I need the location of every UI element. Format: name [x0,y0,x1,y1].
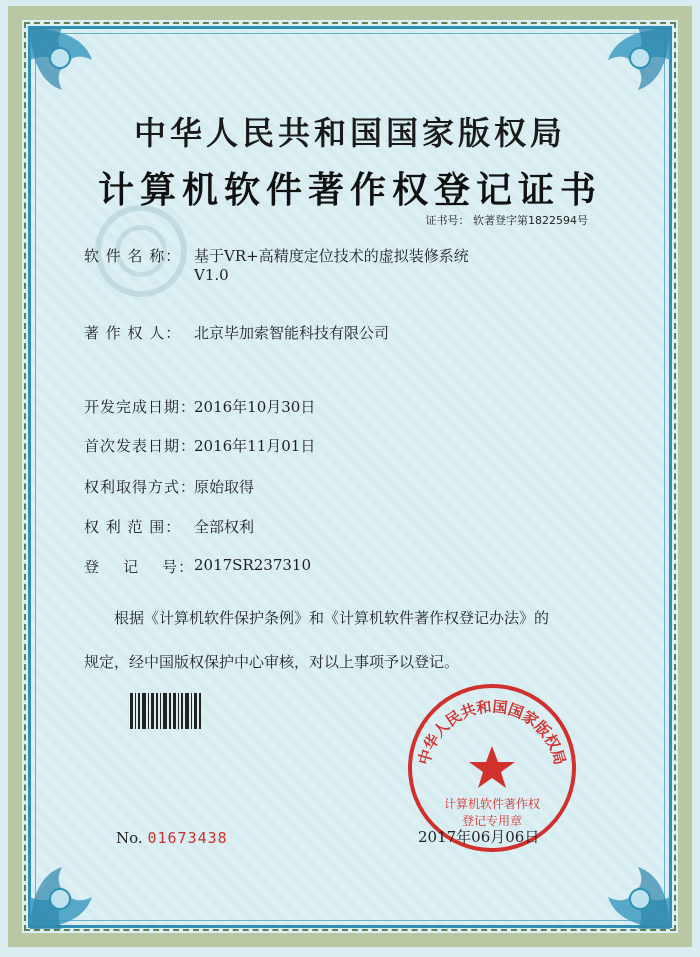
scope-value: 全部权利 [194,518,255,536]
field-acquire [84,476,254,497]
certificate-title: 计算机软件著作权登记证书 [97,169,602,211]
star-icon [469,746,515,788]
serial-label: No. [116,829,143,847]
issue-date: 2017年06月06日 [418,828,540,846]
certificate-number-label: 证书号： [425,214,470,227]
seal-line-1: 计算机软件著作权 [443,797,541,811]
serial-number [116,829,228,847]
registration-label: 登 记 号： [84,558,195,576]
acquire-label: 权利取得方式： [84,478,197,496]
field-registration [84,556,311,577]
field-publish-date [84,435,315,456]
publish-date-value: 2016年11月01日 [194,437,316,455]
software-name-label: 软 件 名 称： [84,247,182,265]
field-owner [84,322,389,343]
dev-date-label: 开发完成日期： [84,398,197,416]
software-name-text: 基于VR+高精度定位技术的虚拟装修系统 [194,247,469,265]
agency-title: 中华人民共和国国家版权局 [133,114,566,152]
acquire-value: 原始取得 [194,478,255,496]
certificate-number [426,212,589,228]
field-software-name [84,245,469,284]
field-dev-date [84,396,315,417]
seal-line-2: 登记专用章 [461,814,523,828]
software-name-value [194,245,469,284]
statement-line-1: 根据《计算机软件保护条例》和《计算机软件著作权登记办法》的 [114,609,550,627]
owner-label: 著 作 权 人： [84,324,182,342]
scope-label: 权 利 范 围： [84,518,182,536]
dev-date-value: 2016年10月30日 [194,398,316,416]
serial-value: 01673438 [147,829,228,847]
seal-outer-text: 中华人民共和国国家版权局 [414,697,570,767]
barcode [130,693,212,729]
owner-value: 北京毕加索智能科技有限公司 [194,324,390,342]
field-scope [84,516,254,537]
software-version: V1.0 [194,266,229,284]
registration-number: 2017SR237310 [194,556,312,574]
publish-date-label: 首次发表日期： [84,437,197,455]
statement-line-2: 规定，经中国版权保护中心审核，对以上事项予以登记。 [84,653,460,671]
certificate-number-value: 软著登字第1822594号 [473,214,588,227]
